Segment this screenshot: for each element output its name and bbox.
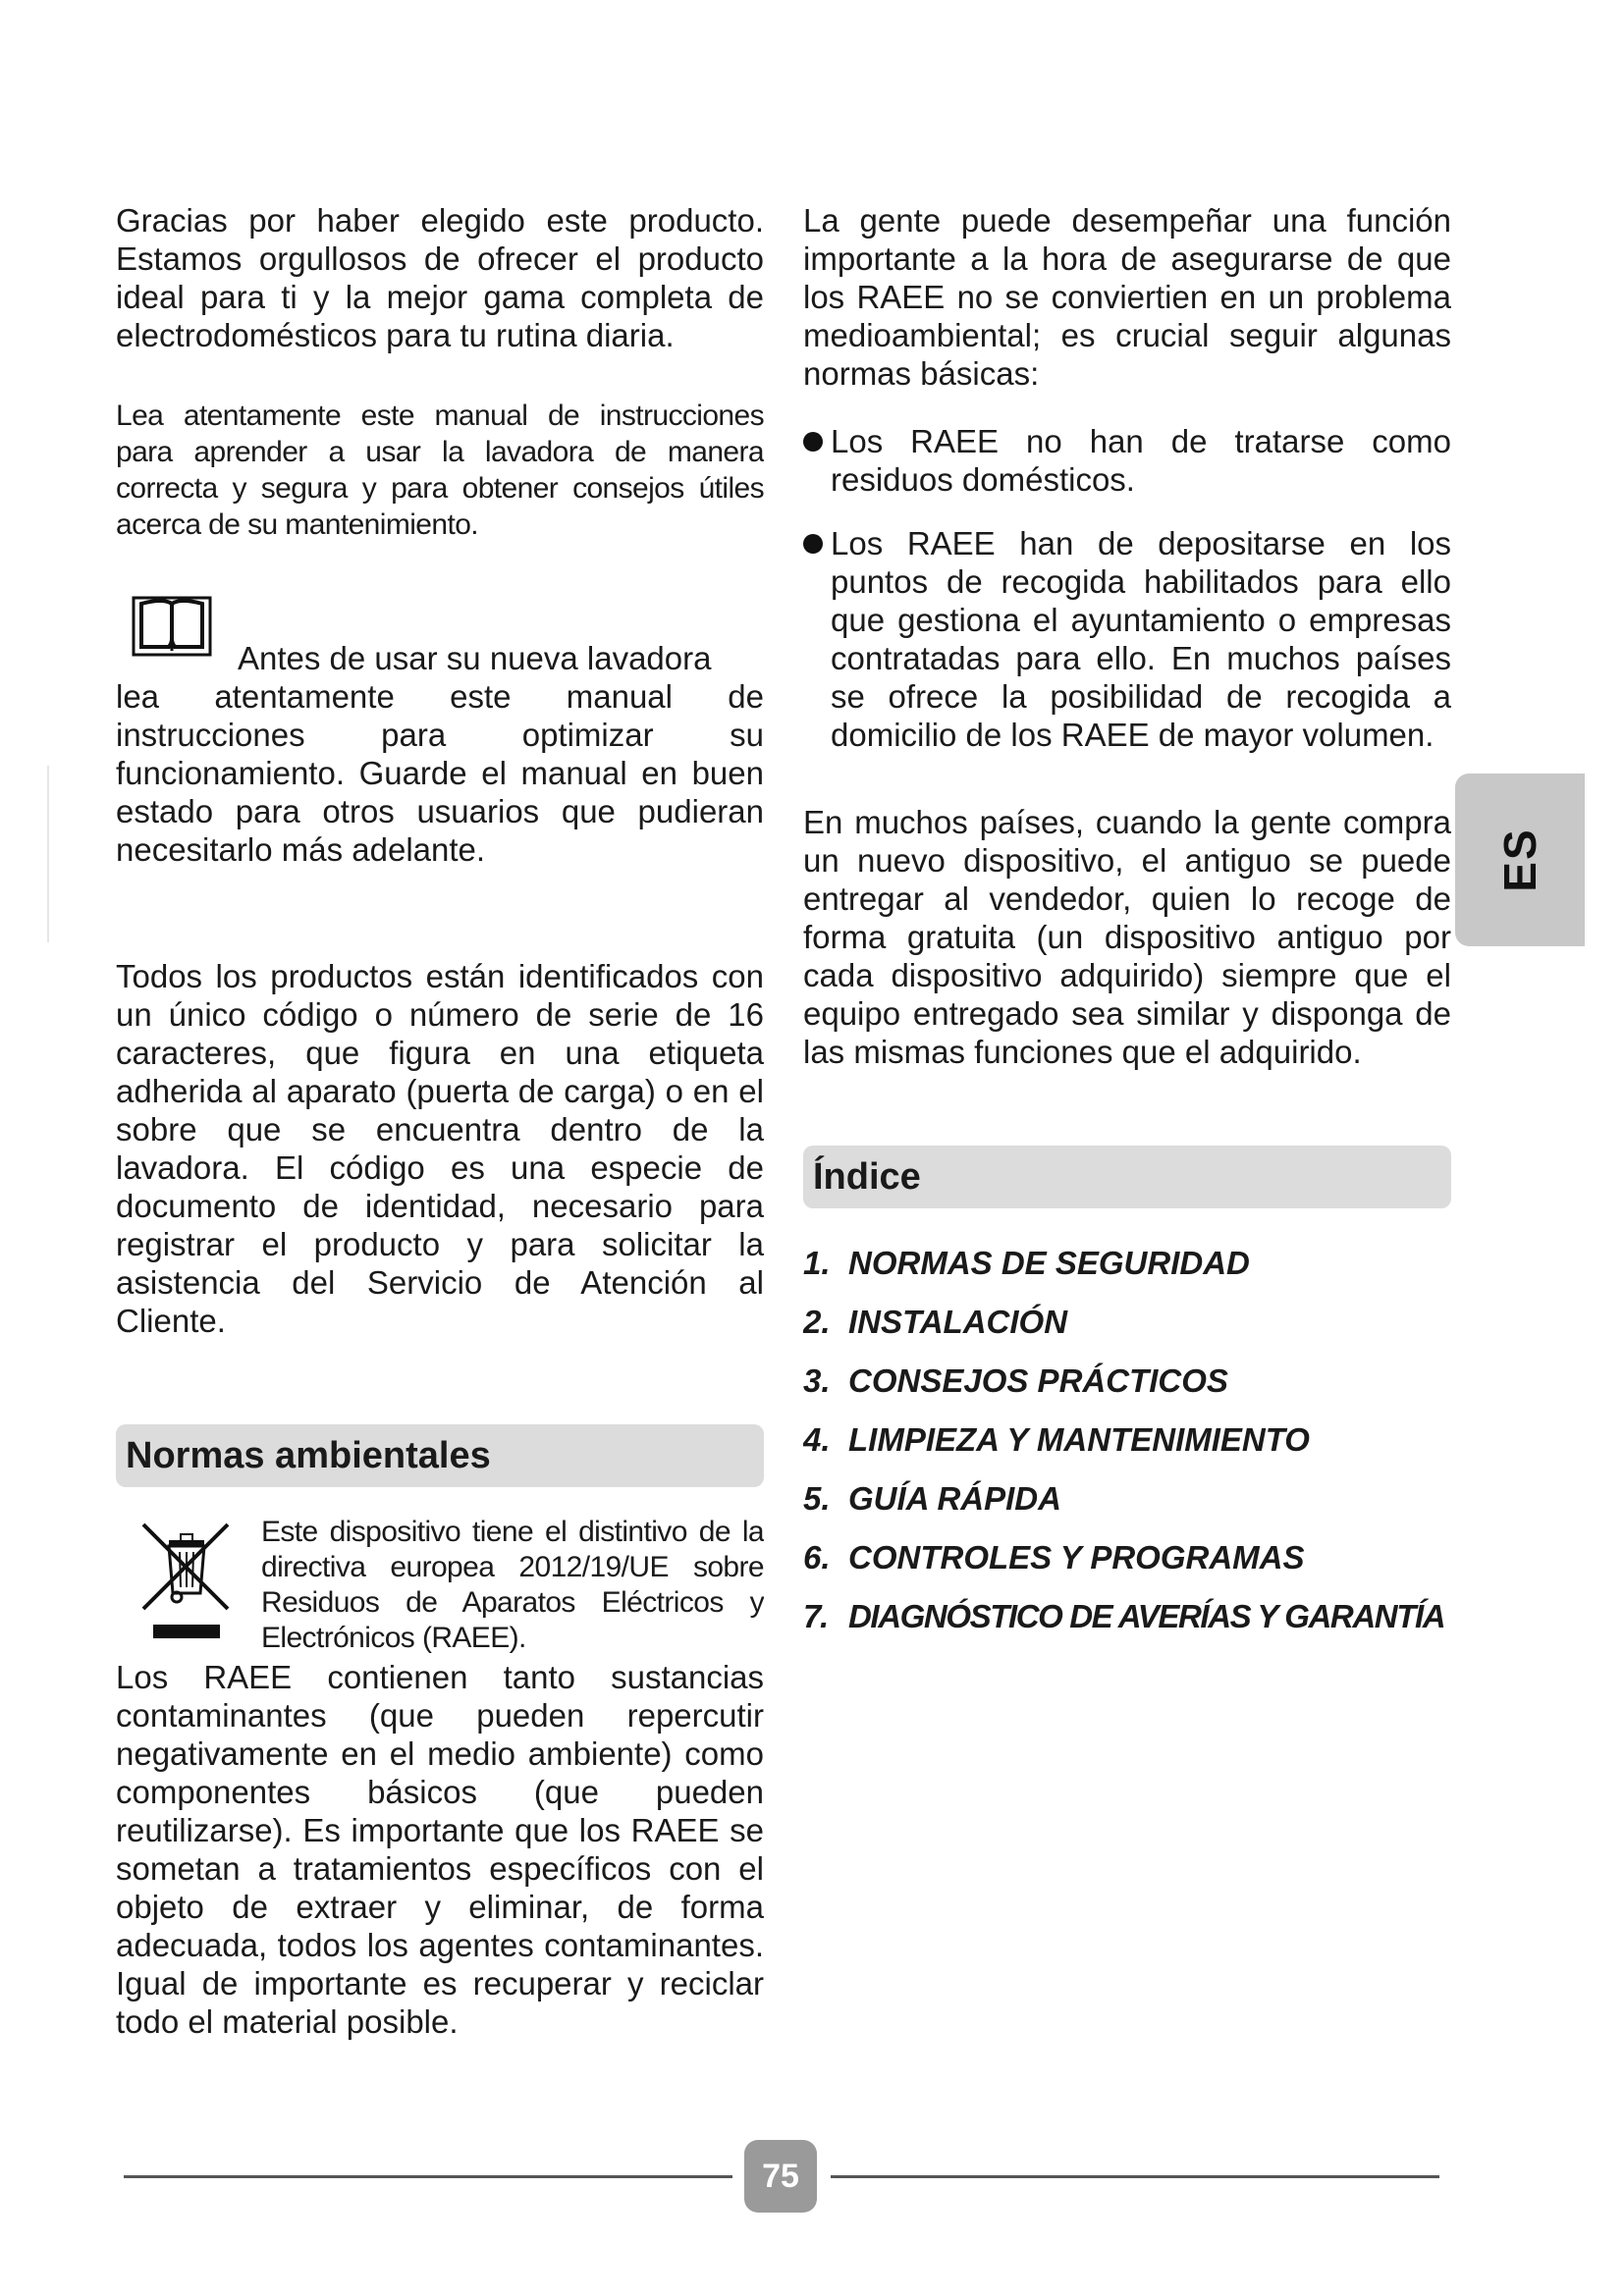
footer-rule-left xyxy=(124,2175,732,2178)
right-column xyxy=(803,201,1451,1646)
index-item-safety[interactable]: 1. NORMAS DE SEGURIDAD xyxy=(803,1245,1250,1281)
environment-body: Los RAEE contienen tanto sustancias contaminantes (que pueden repercutir negativamente en el medio ambiente) como componentes básicos (que pueden reutilizarse). Es importante que los RAEE se sometan a tratamientos específicos con el objeto de extraer y eliminar, de forma adecuada, todos los agentes contaminantes. Igual de importante es recuperar y reciclar todo el material posible. xyxy=(116,1659,764,2040)
language-tab-label: ES xyxy=(1494,828,1545,892)
bullet-dot-icon xyxy=(803,432,823,452)
page-number: 75 xyxy=(744,2140,817,2213)
index-item-cleaning[interactable]: 4. LIMPIEZA Y MANTENIMIENTO xyxy=(803,1421,1310,1458)
bullet-item xyxy=(803,524,1451,754)
language-tab xyxy=(1455,774,1585,946)
index-item-controls[interactable]: 6. CONTROLES Y PROGRAMAS xyxy=(803,1539,1305,1575)
book-notice xyxy=(116,639,764,869)
intro-paragraph: Gracias por haber elegido este producto. Estamos orgullosos de ofrecer el producto ideal para ti y la mejor gama completa de electrodomésticos para tu rutina diaria. xyxy=(116,202,764,353)
index-item-practical-tips[interactable]: 3. CONSEJOS PRÁCTICOS xyxy=(803,1362,1228,1399)
footer-rule-right xyxy=(831,2175,1439,2178)
purchase-info-paragraph: En muchos países, cuando la gente compra un nuevo dispositivo, el antiguo se puede entregar al vendedor, quien lo recoge de forma gratuita (un dispositivo antiguo por cada dispositivo adquirido) siempre que el equipo entregado sea similar y disponga de las mismas funciones que el adquirido. xyxy=(803,804,1451,1070)
environment-header: Normas ambientales xyxy=(116,1424,764,1487)
index-item-troubleshooting[interactable]: 7. DIAGNÓSTICO DE AVERÍAS Y GARANTÍA xyxy=(803,1598,1445,1634)
people-role-paragraph: La gente puede desempeñar una función importante a la hora de asegurarse de que los RAEE no se conviertien en un problema medioambiental; es crucial seguir algunas normas básicas: xyxy=(803,202,1451,392)
serial-info-paragraph: Todos los productos están identificados con un único código o número de serie de 16 caracteres, que figura en una etiqueta adherida al aparato (puerta de carga) o en el sobre que se encuentra dentro de la lavadora. El código es una especie de documento de identidad, necesario para registrar el producto y para solicitar la asistencia del Servicio de Atención al Cliente. xyxy=(116,958,764,1339)
bullet-text: Los RAEE han de depositarse en los puntos de recogida habilitados para ello que gestiona el ayuntamiento o empresas contratadas para ello. En muchos países se ofrece la posibilidad de recogida a domicilio de los RAEE de mayor volumen. xyxy=(831,525,1451,753)
margin-mark xyxy=(47,766,49,942)
bullet-item xyxy=(803,422,1451,499)
index-list xyxy=(803,1234,1451,1646)
weee-notice-block xyxy=(116,1515,764,1656)
book-notice-first-line: Antes de usar su nueva lavadora xyxy=(238,640,712,676)
index-item-installation[interactable]: 2. INSTALACIÓN xyxy=(803,1304,1068,1340)
open-book-icon xyxy=(132,592,212,657)
manual-notice: Lea atentamente este manual de instrucciones para aprender a usar la lavadora de manera correcta y segura y para obtener consejos útiles acerca de su mantenimiento. xyxy=(116,400,764,541)
crossed-out-wheelie-bin-icon xyxy=(139,1519,234,1646)
index-header: Índice xyxy=(803,1146,1451,1208)
index-item-quick-guide[interactable]: 5. GUÍA RÁPIDA xyxy=(803,1480,1061,1517)
book-notice-body: lea atentamente este manual de instrucciones para optimizar su funcionamiento. Guarde el manual en buen estado para otros usuarios que pudieran necesitarlo más adelante. xyxy=(116,678,764,868)
left-column xyxy=(116,201,764,2041)
weee-notice-text: Este dispositivo tiene el distintivo de la directiva europea 2012/19/UE sobre Residuos de Aparatos Eléctricos y Electrónicos (RAEE). xyxy=(261,1516,764,1654)
bullet-text: Los RAEE no han de tratarse como residuos domésticos. xyxy=(831,423,1451,498)
bullet-dot-icon xyxy=(803,534,823,554)
